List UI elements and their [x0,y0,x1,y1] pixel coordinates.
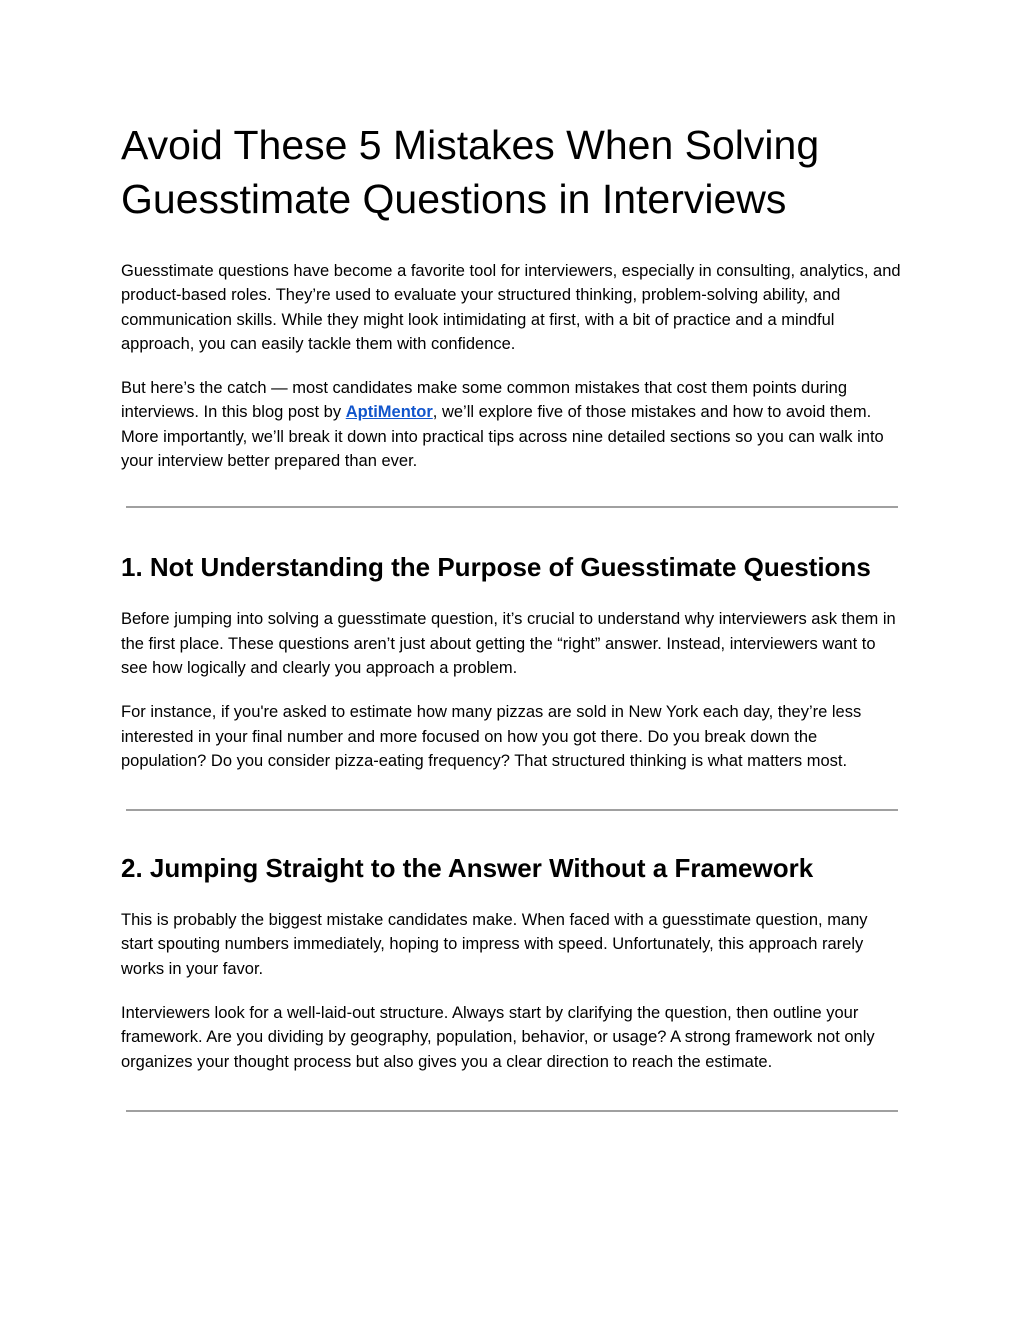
section-2-heading: 2. Jumping Straight to the Answer Without a Framework [121,853,814,884]
section-divider [126,1110,898,1112]
section-2-paragraph-1: This is probably the biggest mistake candidates make. When faced with a guesstimate question, many start spouting numbers immediately, hoping to impress with speed. Unfortunately, this approach rarely works in your favor. [121,911,868,978]
section-divider [126,506,898,508]
intro-paragraph-1: Guesstimate questions have become a favorite tool for interviewers, especially in consulting, analytics, and product-based roles. They’re used to evaluate your structured thinking, problem-solving ability, and communication skills. While they might look intimidating at first, with a bit of practice and a mindful approach, you can easily tackle them with confidence. [121,262,901,353]
section-1-paragraph-2: For instance, if you're asked to estimate how many pizzas are sold in New York each day, they’re less interested in your final number and more focused on how you got there. Do you break down the population? Do you consider pizza-eating frequency? That structured thinking is what matters most. [121,703,862,770]
aptimentor-link[interactable]: AptiMentor [345,403,433,422]
intro-paragraph-2 [121,376,904,473]
section-1-paragraph-1: Before jumping into solving a guesstimate question, it’s crucial to understand why interviewers ask them in the first place. These questions aren’t just about getting the “right” answer. Instead, interviewers want to see how logically and clearly you approach a problem. [121,610,896,677]
section-divider [126,809,898,811]
intro-paragraph-2-text-end: , we’ll explore five of those mistakes and how to avoid them. More importantly, we’ll break it down into practical tips across nine detailed sections so you can walk into your interview better prepared than ever. [121,403,884,471]
document-page [121,118,904,1112]
section-2-paragraph-2: Interviewers look for a well-laid-out structure. Always start by clarifying the question, then outline your framework. Are you dividing by geography, population, behavior, or usage? A strong framework not only organizes your thought process but also gives you a clear direction to reach the estimate. [121,1004,875,1071]
document-title: Avoid These 5 Mistakes When Solving Guesstimate Questions in Interviews [121,122,820,222]
intro-paragraph-2-text-start: But here’s the catch — most candidates make some common mistakes that cost them points during interviews. In this blog post by [121,379,848,422]
section-1-heading: 1. Not Understanding the Purpose of Guesstimate Questions [121,552,871,583]
